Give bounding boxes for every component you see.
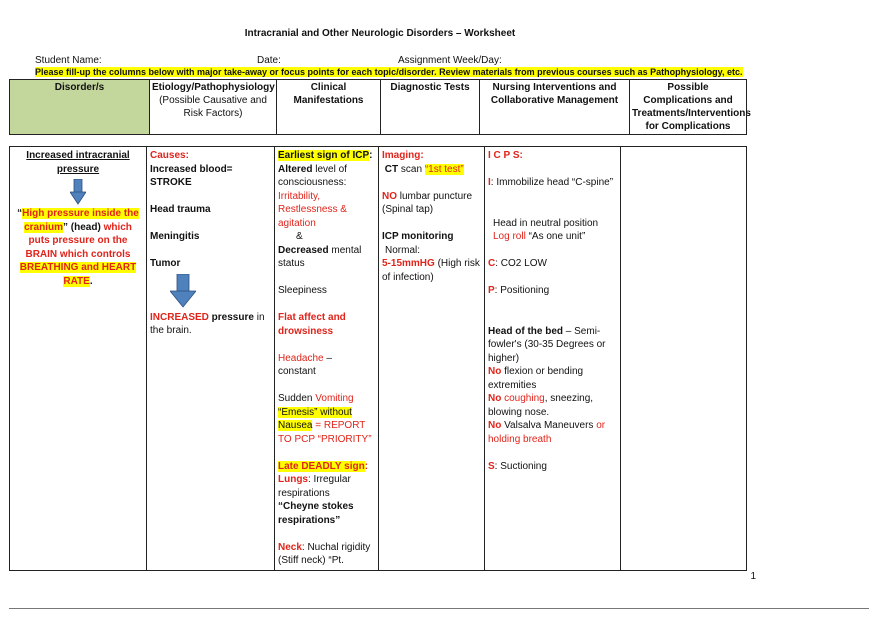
flat-affect: Flat affect and drowsiness: [278, 312, 346, 337]
header-complications: Possible Complications and Treatments/Interventions for Complications: [630, 80, 747, 135]
headache: Headache –: [278, 352, 332, 364]
no-coughing: No coughing, sneezing, blowing nose.: [488, 393, 594, 418]
lumbar-puncture: NO lumbar puncture: [382, 190, 473, 202]
header-manifestations: Clinical Manifestations: [277, 80, 381, 135]
icp-normal: Normal:: [385, 244, 421, 256]
irritability: Irritability, Restlessness & agitation: [278, 190, 347, 229]
decreased-mental-status: Decreased mental status: [278, 244, 362, 269]
diagnostic-cell: [379, 147, 485, 571]
header-disorders: Disorder/s: [10, 80, 150, 135]
icp-monitoring: ICP monitoring: [382, 231, 454, 242]
etiology-cell: [147, 147, 275, 571]
content-table: [9, 146, 747, 571]
icp-range: 5-15mmHG (High risk of infection): [382, 258, 480, 283]
student-name-label: Student Name:: [35, 55, 102, 66]
manifestations-cell: [275, 147, 379, 571]
late-deadly-sign: Late DEADLY sign:: [278, 460, 369, 472]
log-roll: Log roll “As one unit”: [493, 231, 586, 242]
head-of-bed: Head of the bed – Semi-fowler's (30-35 Degrees or higher): [488, 325, 606, 364]
complications-cell: [621, 147, 747, 571]
ampersand: &: [296, 231, 303, 242]
spinal-tap: (Spinal tap): [382, 204, 434, 215]
no-flexion: No flexion or bending extremities: [488, 366, 584, 391]
assignment-label: Assignment Week/Day:: [398, 55, 502, 66]
cause-trauma: Head trauma: [150, 204, 211, 215]
nursing-positioning: P: Positioning: [488, 285, 550, 296]
disorder-cell: [10, 147, 147, 571]
neck: Neck: Nuchal rigidity (Stiff neck) “Pt.: [278, 541, 371, 566]
nursing-cell: [485, 147, 621, 571]
cause-stroke: Increased blood= STROKE: [150, 163, 233, 188]
no-valsalva: No Valsalva Maneuvers or holding breath: [488, 420, 606, 445]
instructions: Please fill-up the columns below with major take-away or focus points for each topic/disorder. Review materials from previous courses such as Pathophysiology, etc.: [35, 67, 743, 77]
icps-label: I C P S:: [488, 150, 523, 161]
neutral-position: Head in neutral position: [493, 217, 599, 229]
footer-divider: [9, 608, 869, 609]
header-diagnostic: Diagnostic Tests: [381, 80, 480, 135]
imaging-label: Imaging:: [382, 150, 424, 161]
ct-scan: CT scan “1st test”: [384, 163, 464, 175]
vomiting: Sudden Vomiting “Emesis” without Nausea = REPORT TO PCP “PRIORITY”: [278, 393, 372, 445]
headache-constant: constant: [278, 366, 316, 377]
altered-loc: Altered level of consciousness:: [278, 163, 347, 188]
disorder-name: Increased intracranial pressure: [26, 150, 130, 175]
increased-pressure: INCREASED pressure in the brain.: [150, 311, 265, 336]
date-label: Date:: [257, 55, 281, 66]
nursing-immobilize: I: Immobilize head “C-spine”: [488, 177, 614, 188]
down-arrow-icon: [170, 274, 196, 308]
disorder-description: “High pressure inside the cranium” (head) which puts pressure on the BRAIN which controls BREATHING and HEART RATE.: [17, 208, 139, 287]
sleepiness: Sleepiness: [278, 285, 327, 296]
nursing-suctioning: S: Suctioning: [488, 460, 547, 472]
cheyne-stokes: “Cheyne stokes respirations”: [278, 501, 354, 526]
header-nursing: Nursing Interventions and Collaborative Management: [480, 80, 630, 135]
earliest-sign: Earliest sign of ICP:: [278, 150, 373, 161]
down-arrow-icon: [70, 179, 86, 205]
causes-label: Causes:: [150, 150, 189, 161]
cause-meningitis: Meningitis: [150, 231, 200, 242]
header-table: [9, 79, 751, 135]
cause-tumor: Tumor: [150, 258, 181, 269]
header-etiology: Etiology/Pathophysiology (Possible Causative and Risk Factors): [150, 80, 277, 135]
worksheet-title: Intracranial and Other Neurologic Disorders – Worksheet: [244, 28, 516, 39]
lungs: Lungs: Irregular respirations: [278, 474, 351, 499]
page-number: 1: [750, 571, 756, 582]
nursing-co2: C: CO2 LOW: [488, 258, 547, 269]
